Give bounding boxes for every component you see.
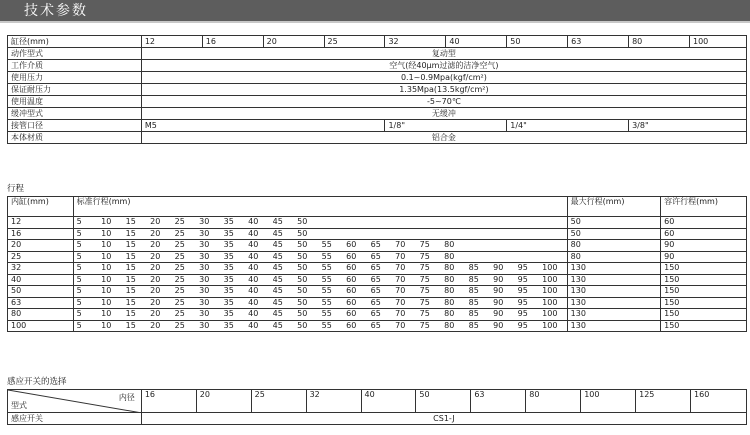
stroke-value: 25 bbox=[174, 320, 185, 330]
stroke-value: 90 bbox=[493, 297, 504, 307]
stroke-value: 50 bbox=[297, 286, 308, 296]
stroke-value: 15 bbox=[125, 240, 136, 250]
stroke-value: 85 bbox=[468, 286, 479, 296]
stroke-value: 90 bbox=[493, 286, 504, 296]
stroke-value: 10 bbox=[101, 228, 112, 238]
stroke-value: 10 bbox=[101, 286, 112, 296]
stroke-max: 130 bbox=[567, 274, 660, 286]
stroke-value: 10 bbox=[101, 251, 112, 261]
stroke-value: 45 bbox=[272, 240, 283, 250]
stroke-bore: 63 bbox=[8, 297, 74, 309]
stroke-value: 10 bbox=[101, 217, 112, 227]
stroke-value: 25 bbox=[174, 263, 185, 273]
stroke-value: 30 bbox=[199, 297, 210, 307]
switch-bore-25: 25 bbox=[251, 390, 306, 413]
stroke-max: 50 bbox=[567, 228, 660, 240]
stroke-value: 30 bbox=[199, 240, 210, 250]
switch-bore-32: 32 bbox=[306, 390, 361, 413]
switch-section-title: 感应开关的选择 bbox=[7, 377, 67, 387]
stroke-value: 50 bbox=[297, 263, 308, 273]
stroke-value: 40 bbox=[248, 320, 259, 330]
stroke-value: 20 bbox=[150, 320, 161, 330]
stroke-value: 90 bbox=[493, 263, 504, 273]
stroke-value: 75 bbox=[419, 309, 430, 319]
stroke-value: 40 bbox=[248, 217, 259, 227]
stroke-value: 100 bbox=[542, 320, 558, 330]
spec-row bbox=[8, 60, 747, 72]
stroke-value: 15 bbox=[125, 309, 136, 319]
stroke-value: 40 bbox=[248, 228, 259, 238]
stroke-value: 35 bbox=[223, 297, 234, 307]
stroke-value: 75 bbox=[419, 297, 430, 307]
stroke-value: 95 bbox=[517, 309, 528, 319]
stroke-value: 65 bbox=[370, 320, 381, 330]
stroke-value: 60 bbox=[346, 251, 357, 261]
stroke-value: 65 bbox=[370, 251, 381, 261]
stroke-value: 55 bbox=[321, 309, 332, 319]
stroke-max: 80 bbox=[567, 240, 660, 252]
stroke-allow: 90 bbox=[661, 240, 747, 252]
stroke-value: 30 bbox=[199, 320, 210, 330]
stroke-value: 75 bbox=[419, 274, 430, 284]
stroke-value: 50 bbox=[297, 320, 308, 330]
spec-row-value: -5~70℃ bbox=[141, 96, 746, 108]
stroke-standard bbox=[73, 297, 567, 309]
stroke-value: 55 bbox=[321, 251, 332, 261]
material-value: 铝合金 bbox=[141, 132, 746, 144]
spec-table bbox=[7, 35, 747, 144]
switch-bore-63: 63 bbox=[471, 390, 526, 413]
stroke-value: 20 bbox=[150, 274, 161, 284]
spec-bore-32: 32 bbox=[385, 36, 446, 48]
material-row bbox=[8, 132, 747, 144]
stroke-value: 15 bbox=[125, 286, 136, 296]
stroke-value: 5 bbox=[76, 240, 82, 250]
stroke-value: 30 bbox=[199, 251, 210, 261]
stroke-header-max: 最大行程(mm) bbox=[567, 197, 660, 217]
material-label: 本体材质 bbox=[8, 132, 142, 144]
stroke-value: 45 bbox=[272, 297, 283, 307]
spec-bore-80: 80 bbox=[629, 36, 690, 48]
stroke-value: 40 bbox=[248, 240, 259, 250]
stroke-value: 50 bbox=[297, 274, 308, 284]
stroke-allow: 150 bbox=[661, 274, 747, 286]
stroke-header-row bbox=[8, 197, 747, 217]
stroke-value: 15 bbox=[125, 217, 136, 227]
stroke-value: 25 bbox=[174, 228, 185, 238]
spec-row-value: 1.35Mpa(13.5kgf/cm²) bbox=[141, 84, 746, 96]
stroke-value: 20 bbox=[150, 263, 161, 273]
stroke-value: 95 bbox=[517, 286, 528, 296]
stroke-allow: 150 bbox=[661, 286, 747, 298]
stroke-value: 20 bbox=[150, 217, 161, 227]
stroke-value: 65 bbox=[370, 240, 381, 250]
stroke-value: 25 bbox=[174, 286, 185, 296]
stroke-value: 55 bbox=[321, 240, 332, 250]
spec-row-value: 空气(经40μm过滤的洁净空气) bbox=[141, 60, 746, 72]
port-row bbox=[8, 120, 747, 132]
stroke-max: 50 bbox=[567, 217, 660, 229]
stroke-value: 35 bbox=[223, 217, 234, 227]
stroke-value: 5 bbox=[76, 217, 82, 227]
port-label: 接管口径 bbox=[8, 120, 142, 132]
spec-bore-20: 20 bbox=[263, 36, 324, 48]
stroke-value: 5 bbox=[76, 286, 82, 296]
stroke-value: 70 bbox=[395, 274, 406, 284]
stroke-value: 60 bbox=[346, 297, 357, 307]
stroke-value: 10 bbox=[101, 309, 112, 319]
stroke-value: 35 bbox=[223, 320, 234, 330]
spec-row-label: 保证耐压力 bbox=[8, 84, 142, 96]
stroke-value: 5 bbox=[76, 274, 82, 284]
spec-row bbox=[8, 84, 747, 96]
stroke-value: 30 bbox=[199, 274, 210, 284]
stroke-value: 40 bbox=[248, 263, 259, 273]
stroke-value: 65 bbox=[370, 263, 381, 273]
spec-row-label: 使用温度 bbox=[8, 96, 142, 108]
stroke-max: 130 bbox=[567, 320, 660, 332]
switch-bore-125: 125 bbox=[636, 390, 691, 413]
stroke-value: 70 bbox=[395, 240, 406, 250]
stroke-value: 50 bbox=[297, 251, 308, 261]
stroke-value: 15 bbox=[125, 263, 136, 273]
stroke-value: 30 bbox=[199, 309, 210, 319]
stroke-value: 40 bbox=[248, 309, 259, 319]
port-m5: M5 bbox=[141, 120, 385, 132]
stroke-standard bbox=[73, 263, 567, 275]
stroke-section-title: 行程 bbox=[7, 184, 25, 194]
stroke-value: 60 bbox=[346, 240, 357, 250]
stroke-allow: 90 bbox=[661, 251, 747, 263]
stroke-allow: 150 bbox=[661, 297, 747, 309]
spec-row-value: 复动型 bbox=[141, 48, 746, 60]
stroke-row bbox=[8, 251, 747, 263]
switch-row-label: 感应开关 bbox=[8, 413, 142, 425]
switch-bore-80: 80 bbox=[526, 390, 581, 413]
stroke-row bbox=[8, 240, 747, 252]
stroke-value: 45 bbox=[272, 320, 283, 330]
stroke-value: 60 bbox=[346, 320, 357, 330]
stroke-value: 20 bbox=[150, 309, 161, 319]
switch-bore-16: 16 bbox=[141, 390, 196, 413]
stroke-value: 100 bbox=[542, 263, 558, 273]
stroke-value: 30 bbox=[199, 286, 210, 296]
stroke-bore: 40 bbox=[8, 274, 74, 286]
spec-bore-100: 100 bbox=[689, 36, 746, 48]
stroke-header-allow: 容许行程(mm) bbox=[661, 197, 747, 217]
spec-row-label: 工作介质 bbox=[8, 60, 142, 72]
spec-row bbox=[8, 72, 747, 84]
stroke-value: 25 bbox=[174, 240, 185, 250]
stroke-value: 15 bbox=[125, 251, 136, 261]
stroke-value: 10 bbox=[101, 274, 112, 284]
stroke-value: 5 bbox=[76, 297, 82, 307]
header-divider bbox=[0, 21, 750, 23]
stroke-standard bbox=[73, 286, 567, 298]
section-header bbox=[0, 0, 750, 22]
stroke-value: 40 bbox=[248, 251, 259, 261]
stroke-value: 70 bbox=[395, 251, 406, 261]
stroke-value: 100 bbox=[542, 297, 558, 307]
stroke-value: 50 bbox=[297, 309, 308, 319]
switch-value: CS1-J bbox=[141, 413, 746, 425]
stroke-value: 5 bbox=[76, 263, 82, 273]
stroke-value: 5 bbox=[76, 320, 82, 330]
switch-bore-50: 50 bbox=[416, 390, 471, 413]
stroke-value: 75 bbox=[419, 251, 430, 261]
stroke-bore: 12 bbox=[8, 217, 74, 229]
stroke-row bbox=[8, 228, 747, 240]
stroke-value: 45 bbox=[272, 286, 283, 296]
stroke-allow: 150 bbox=[661, 309, 747, 321]
stroke-value: 20 bbox=[150, 297, 161, 307]
stroke-header-standard: 标准行程(mm) bbox=[73, 197, 567, 217]
stroke-value: 45 bbox=[272, 217, 283, 227]
stroke-header-bore: 内缸(mm) bbox=[8, 197, 74, 217]
stroke-table bbox=[7, 196, 747, 332]
stroke-value: 90 bbox=[493, 320, 504, 330]
corner-bottom-label: 型式 bbox=[11, 401, 27, 410]
stroke-value: 70 bbox=[395, 309, 406, 319]
spec-row bbox=[8, 96, 747, 108]
stroke-value: 30 bbox=[199, 263, 210, 273]
stroke-value: 25 bbox=[174, 297, 185, 307]
stroke-value: 25 bbox=[174, 217, 185, 227]
port-1-4: 1/4" bbox=[507, 120, 629, 132]
port-3-8: 3/8" bbox=[629, 120, 747, 132]
stroke-value: 30 bbox=[199, 228, 210, 238]
stroke-value: 90 bbox=[493, 309, 504, 319]
stroke-value: 60 bbox=[346, 274, 357, 284]
spec-bore-16: 16 bbox=[202, 36, 263, 48]
stroke-standard bbox=[73, 240, 567, 252]
stroke-row bbox=[8, 263, 747, 275]
stroke-bore: 100 bbox=[8, 320, 74, 332]
stroke-bore: 32 bbox=[8, 263, 74, 275]
stroke-value: 45 bbox=[272, 251, 283, 261]
spec-bore-12: 12 bbox=[141, 36, 202, 48]
stroke-value: 35 bbox=[223, 240, 234, 250]
stroke-value: 45 bbox=[272, 274, 283, 284]
stroke-value: 100 bbox=[542, 286, 558, 296]
stroke-value: 80 bbox=[444, 286, 455, 296]
corner-top-label: 内径 bbox=[118, 393, 135, 402]
stroke-bore: 50 bbox=[8, 286, 74, 298]
spec-row-label: 缓冲型式 bbox=[8, 108, 142, 120]
stroke-value: 40 bbox=[248, 297, 259, 307]
stroke-value: 45 bbox=[272, 228, 283, 238]
spec-row bbox=[8, 48, 747, 60]
stroke-value: 95 bbox=[517, 274, 528, 284]
stroke-value: 50 bbox=[297, 240, 308, 250]
stroke-value: 55 bbox=[321, 274, 332, 284]
stroke-value: 35 bbox=[223, 251, 234, 261]
stroke-value: 10 bbox=[101, 240, 112, 250]
stroke-value: 95 bbox=[517, 320, 528, 330]
stroke-value: 20 bbox=[150, 286, 161, 296]
stroke-value: 65 bbox=[370, 286, 381, 296]
stroke-value: 90 bbox=[493, 274, 504, 284]
stroke-value: 15 bbox=[125, 274, 136, 284]
stroke-value: 5 bbox=[76, 251, 82, 261]
stroke-standard bbox=[73, 274, 567, 286]
stroke-value: 15 bbox=[125, 320, 136, 330]
stroke-value: 70 bbox=[395, 320, 406, 330]
stroke-value: 15 bbox=[125, 228, 136, 238]
stroke-max: 130 bbox=[567, 263, 660, 275]
stroke-standard bbox=[73, 251, 567, 263]
stroke-value: 80 bbox=[444, 240, 455, 250]
stroke-value: 80 bbox=[444, 274, 455, 284]
stroke-value: 80 bbox=[444, 309, 455, 319]
stroke-row bbox=[8, 297, 747, 309]
stroke-standard bbox=[73, 320, 567, 332]
stroke-value: 95 bbox=[517, 263, 528, 273]
stroke-value: 80 bbox=[444, 263, 455, 273]
stroke-value: 25 bbox=[174, 309, 185, 319]
stroke-value: 50 bbox=[297, 228, 308, 238]
stroke-value: 65 bbox=[370, 309, 381, 319]
switch-bore-100: 100 bbox=[581, 390, 636, 413]
stroke-bore: 80 bbox=[8, 309, 74, 321]
stroke-value: 60 bbox=[346, 286, 357, 296]
stroke-allow: 150 bbox=[661, 263, 747, 275]
spec-row-value: 无缓冲 bbox=[141, 108, 746, 120]
stroke-max: 130 bbox=[567, 286, 660, 298]
stroke-value: 20 bbox=[150, 251, 161, 261]
stroke-row bbox=[8, 286, 747, 298]
stroke-value: 5 bbox=[76, 309, 82, 319]
stroke-value: 10 bbox=[101, 297, 112, 307]
stroke-value: 45 bbox=[272, 263, 283, 273]
stroke-value: 85 bbox=[468, 274, 479, 284]
stroke-standard bbox=[73, 217, 567, 229]
stroke-value: 70 bbox=[395, 263, 406, 273]
stroke-value: 20 bbox=[150, 240, 161, 250]
spec-bore-63: 63 bbox=[568, 36, 629, 48]
switch-bore-40: 40 bbox=[361, 390, 416, 413]
switch-value-row bbox=[8, 413, 747, 425]
stroke-value: 70 bbox=[395, 297, 406, 307]
stroke-value: 85 bbox=[468, 320, 479, 330]
stroke-standard bbox=[73, 228, 567, 240]
port-1-8: 1/8" bbox=[385, 120, 507, 132]
stroke-max: 80 bbox=[567, 251, 660, 263]
stroke-value: 45 bbox=[272, 309, 283, 319]
spec-row-label: 动作型式 bbox=[8, 48, 142, 60]
stroke-value: 75 bbox=[419, 286, 430, 296]
stroke-value: 15 bbox=[125, 297, 136, 307]
spec-row-value: 0.1~0.9Mpa(kgf/cm²) bbox=[141, 72, 746, 84]
stroke-value: 85 bbox=[468, 297, 479, 307]
stroke-value: 85 bbox=[468, 263, 479, 273]
stroke-value: 60 bbox=[346, 263, 357, 273]
stroke-row bbox=[8, 309, 747, 321]
stroke-value: 65 bbox=[370, 274, 381, 284]
stroke-value: 35 bbox=[223, 228, 234, 238]
spec-bore-40: 40 bbox=[446, 36, 507, 48]
stroke-value: 40 bbox=[248, 286, 259, 296]
stroke-value: 5 bbox=[76, 228, 82, 238]
spec-bore-25: 25 bbox=[324, 36, 385, 48]
stroke-value: 75 bbox=[419, 263, 430, 273]
stroke-value: 70 bbox=[395, 286, 406, 296]
stroke-value: 60 bbox=[346, 309, 357, 319]
bore-label: 缸径(mm) bbox=[8, 36, 142, 48]
stroke-value: 100 bbox=[542, 274, 558, 284]
stroke-value: 35 bbox=[223, 309, 234, 319]
stroke-value: 95 bbox=[517, 297, 528, 307]
stroke-bore: 20 bbox=[8, 240, 74, 252]
stroke-value: 40 bbox=[248, 274, 259, 284]
stroke-value: 85 bbox=[468, 309, 479, 319]
stroke-bore: 25 bbox=[8, 251, 74, 263]
switch-bore-160: 160 bbox=[691, 390, 747, 413]
stroke-standard bbox=[73, 309, 567, 321]
spec-row bbox=[8, 108, 747, 120]
stroke-value: 10 bbox=[101, 263, 112, 273]
stroke-value: 75 bbox=[419, 240, 430, 250]
spec-bore-50: 50 bbox=[507, 36, 568, 48]
spec-bore-row bbox=[8, 36, 747, 48]
switch-table bbox=[7, 389, 747, 425]
section-title: 技术参数 bbox=[24, 3, 88, 19]
stroke-value: 35 bbox=[223, 263, 234, 273]
stroke-value: 25 bbox=[174, 274, 185, 284]
stroke-value: 35 bbox=[223, 286, 234, 296]
stroke-bore: 16 bbox=[8, 228, 74, 240]
stroke-value: 55 bbox=[321, 297, 332, 307]
stroke-max: 130 bbox=[567, 309, 660, 321]
stroke-value: 10 bbox=[101, 320, 112, 330]
switch-corner-cell bbox=[8, 390, 142, 413]
stroke-value: 25 bbox=[174, 251, 185, 261]
stroke-value: 80 bbox=[444, 297, 455, 307]
spec-row-label: 使用压力 bbox=[8, 72, 142, 84]
stroke-allow: 60 bbox=[661, 217, 747, 229]
switch-bore-row bbox=[8, 390, 747, 413]
stroke-value: 35 bbox=[223, 274, 234, 284]
stroke-row bbox=[8, 320, 747, 332]
stroke-row bbox=[8, 274, 747, 286]
stroke-value: 75 bbox=[419, 320, 430, 330]
stroke-max: 130 bbox=[567, 297, 660, 309]
switch-bore-20: 20 bbox=[196, 390, 251, 413]
stroke-value: 80 bbox=[444, 251, 455, 261]
stroke-value: 50 bbox=[297, 297, 308, 307]
stroke-value: 80 bbox=[444, 320, 455, 330]
stroke-value: 50 bbox=[297, 217, 308, 227]
stroke-row bbox=[8, 217, 747, 229]
stroke-value: 65 bbox=[370, 297, 381, 307]
stroke-value: 30 bbox=[199, 217, 210, 227]
stroke-value: 100 bbox=[542, 309, 558, 319]
stroke-value: 55 bbox=[321, 320, 332, 330]
stroke-value: 55 bbox=[321, 286, 332, 296]
stroke-value: 20 bbox=[150, 228, 161, 238]
stroke-value: 55 bbox=[321, 263, 332, 273]
stroke-allow: 150 bbox=[661, 320, 747, 332]
stroke-allow: 60 bbox=[661, 228, 747, 240]
